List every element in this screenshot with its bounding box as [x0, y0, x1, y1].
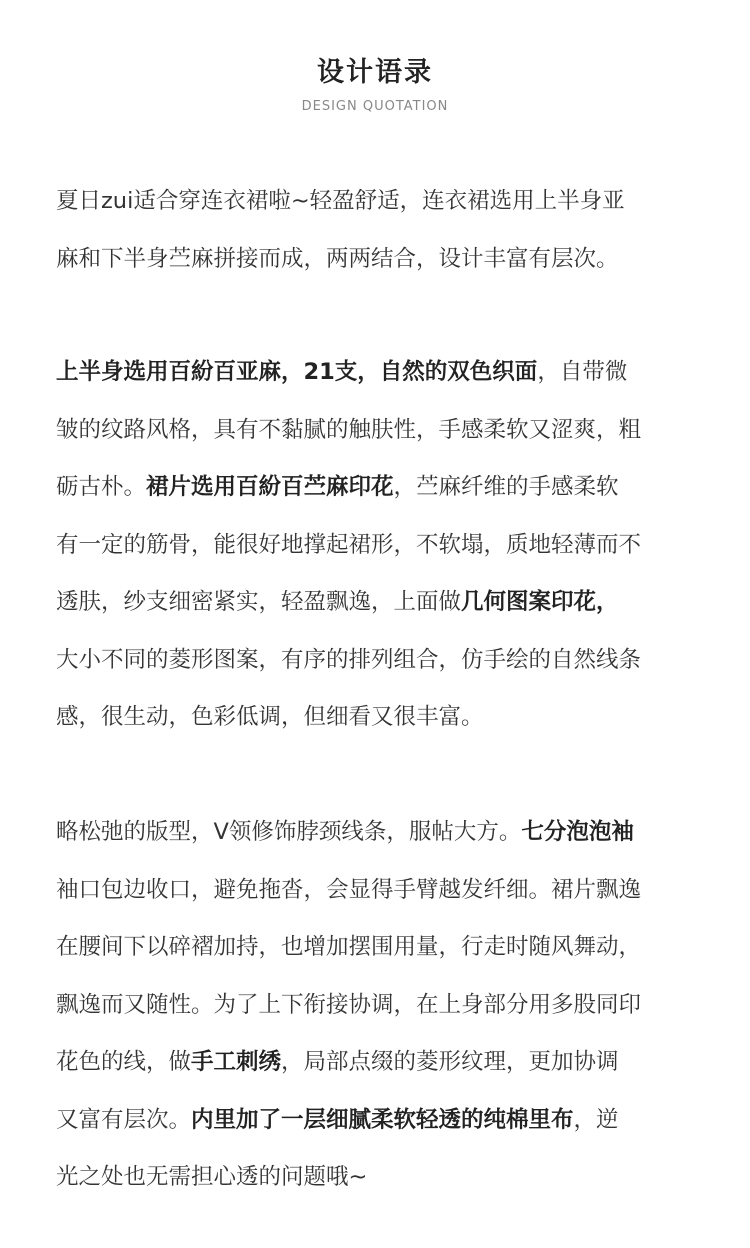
- body-text: 大小不同的菱形图案，有序的排列组合，仿手绘的自然线条: [56, 646, 642, 673]
- text-line: [56, 530, 706, 588]
- text-line: [56, 357, 706, 415]
- highlight-text: 几何图案印花，: [461, 589, 619, 615]
- text-line: [56, 990, 706, 1048]
- highlight-text: 裙片选用百紛百苎麻印花: [146, 474, 394, 500]
- body-text: ，逆: [573, 1106, 619, 1133]
- body-text: 麻和下半身苎麻拼接而成，两两结合，设计丰富有层次。: [56, 245, 619, 272]
- page-title: 设计语录: [317, 57, 433, 88]
- body-text: ，局部点缀的菱形纹理，更加协调: [281, 1049, 619, 1075]
- text-line: [56, 186, 706, 244]
- body-text: 又富有层次。: [56, 1106, 192, 1133]
- body-text: 花色的线，做: [56, 1049, 192, 1075]
- paragraph-silhouette: [56, 817, 706, 1220]
- body-text: 有一定的筋骨，能很好地撑起裙形，不软塌，质地轻薄而不: [56, 531, 642, 558]
- text-line: [56, 1162, 706, 1220]
- text-line: [56, 875, 706, 933]
- text-line: [56, 587, 706, 645]
- body-text: 光之处也无需担心透的问题哦~: [56, 1164, 368, 1190]
- body-text: 飘逸而又随性。为了上下衔接协调，在上身部分用多股同印: [56, 991, 642, 1018]
- highlight-text: 手工刺绣: [191, 1049, 282, 1075]
- body-text: 砺古朴。: [56, 474, 147, 500]
- text-line: [56, 645, 706, 703]
- highlight-text: 七分泡泡袖: [521, 819, 634, 845]
- text-line: [56, 415, 706, 473]
- text-line: [56, 1047, 706, 1105]
- body-text: ，自带微: [537, 359, 628, 385]
- text-line: [56, 932, 706, 990]
- text-line: [56, 702, 706, 760]
- text-line: [56, 472, 706, 530]
- body-text: 夏日zui适合穿连衣裙啦~轻盈舒适，连衣裙选用上半身亚: [56, 188, 625, 214]
- text-line: [56, 817, 706, 875]
- paragraph-intro: [56, 186, 706, 301]
- body-text: 感，很生动，色彩低调，但细看又很丰富。: [56, 704, 484, 730]
- highlight-text: 上半身选用百紛百亚麻，21支，自然的双色织面: [56, 359, 538, 385]
- body-text: ，苎麻纤维的手感柔软: [393, 474, 619, 500]
- highlight-text: 内里加了一层细腻柔软轻透的纯棉里布: [191, 1106, 574, 1133]
- body-text: 皱的纹路风格，具有不黏腻的触肤性，手感柔软又涩爽，粗: [56, 416, 642, 443]
- page-subtitle: DESIGN QUOTATION: [301, 99, 449, 114]
- body-text: 袖口包边收口，避免拖沓，会显得手臂越发纤细。裙片飘逸: [56, 876, 642, 903]
- paragraph-fabric: [56, 357, 706, 760]
- text-line: [56, 1105, 706, 1163]
- body-text: 在腰间下以碎褶加持，也增加摆围用量，行走时随风舞动，: [56, 934, 642, 960]
- body-text: 透肤，纱支细密紧实，轻盈飘逸，上面做: [56, 589, 462, 615]
- body-text: 略松弛的版型，V领修饰脖颈线条，服帖大方。: [56, 819, 522, 845]
- text-line: [56, 244, 706, 302]
